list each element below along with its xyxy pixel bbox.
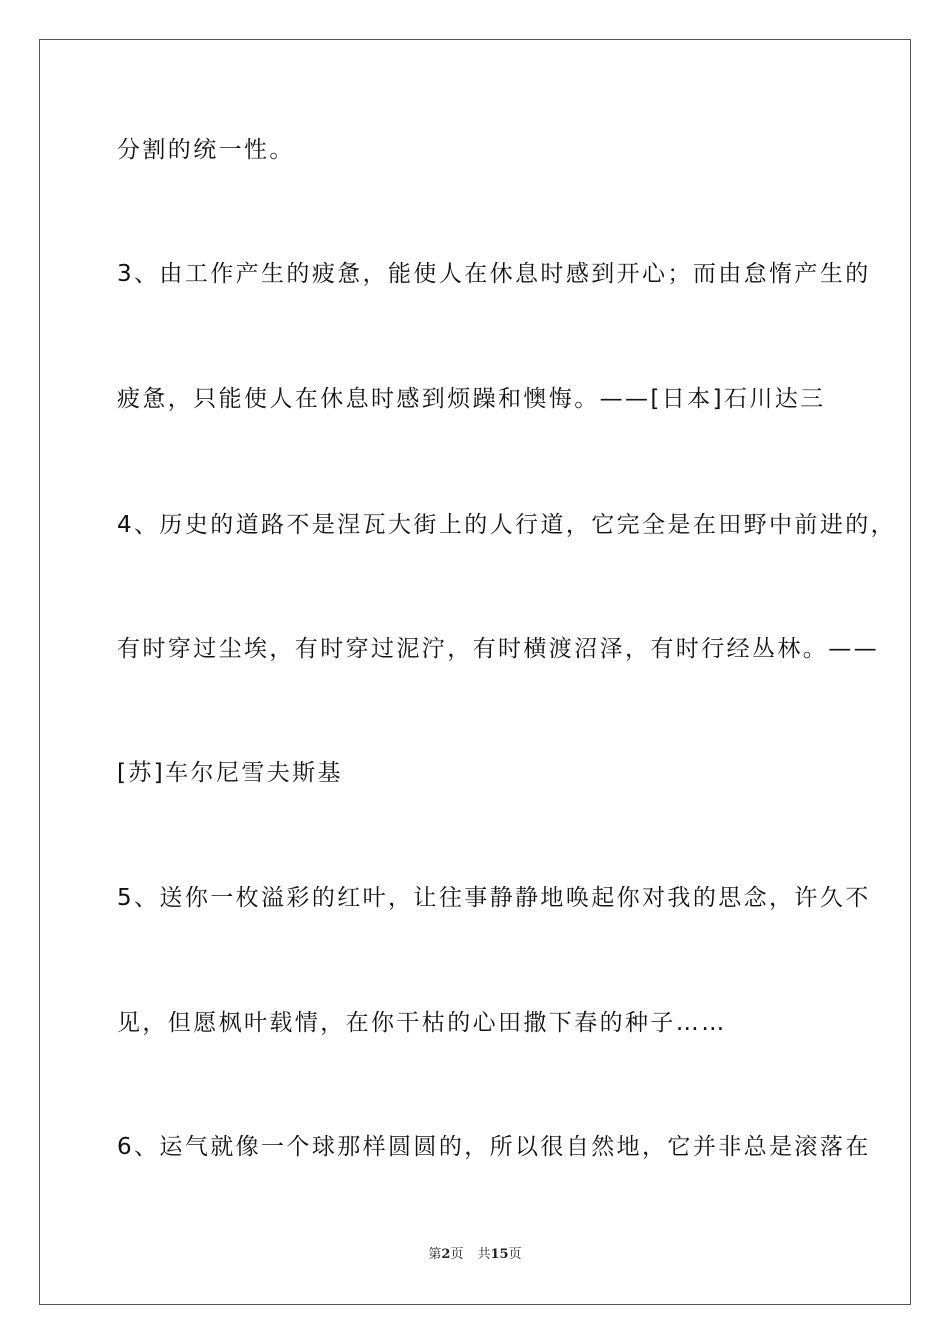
- text-line-3: 疲惫，只能使人在休息时感到烦躁和懊悔。——[日本]石川达三: [117, 386, 826, 412]
- page-prefix: 第: [428, 1247, 442, 1262]
- text-line-4: 4、历史的道路不是涅瓦大街上的人行道，它完全是在田野中前进的，: [117, 512, 897, 538]
- text-line-1: 分割的统一性。: [117, 137, 295, 163]
- page-border: [39, 39, 911, 1305]
- page-footer: [0, 1246, 950, 1264]
- text-line-2: 3、由工作产生的疲惫，能使人在休息时感到开心；而由怠惰产生的: [117, 261, 871, 287]
- page-suffix: 页: [450, 1247, 464, 1262]
- total-suffix: 页: [508, 1247, 522, 1262]
- text-line-6: [苏]车尔尼雪夫斯基: [117, 760, 343, 786]
- page-current: 2: [441, 1247, 451, 1262]
- total-prefix: 共: [477, 1247, 491, 1262]
- text-line-5: 有时穿过尘埃，有时穿过泥泞，有时横渡沼泽，有时行经丛林。——: [117, 636, 879, 662]
- text-line-9: 6、运气就像一个球那样圆圆的，所以很自然地，它并非总是滚落在: [117, 1134, 871, 1160]
- text-line-8: 见，但愿枫叶载情，在你干枯的心田撒下春的种子……: [117, 1010, 727, 1036]
- text-line-7: 5、送你一枚溢彩的红叶，让往事静静地唤起你对我的思念，许久不: [117, 885, 871, 911]
- page-total: 15: [490, 1247, 509, 1262]
